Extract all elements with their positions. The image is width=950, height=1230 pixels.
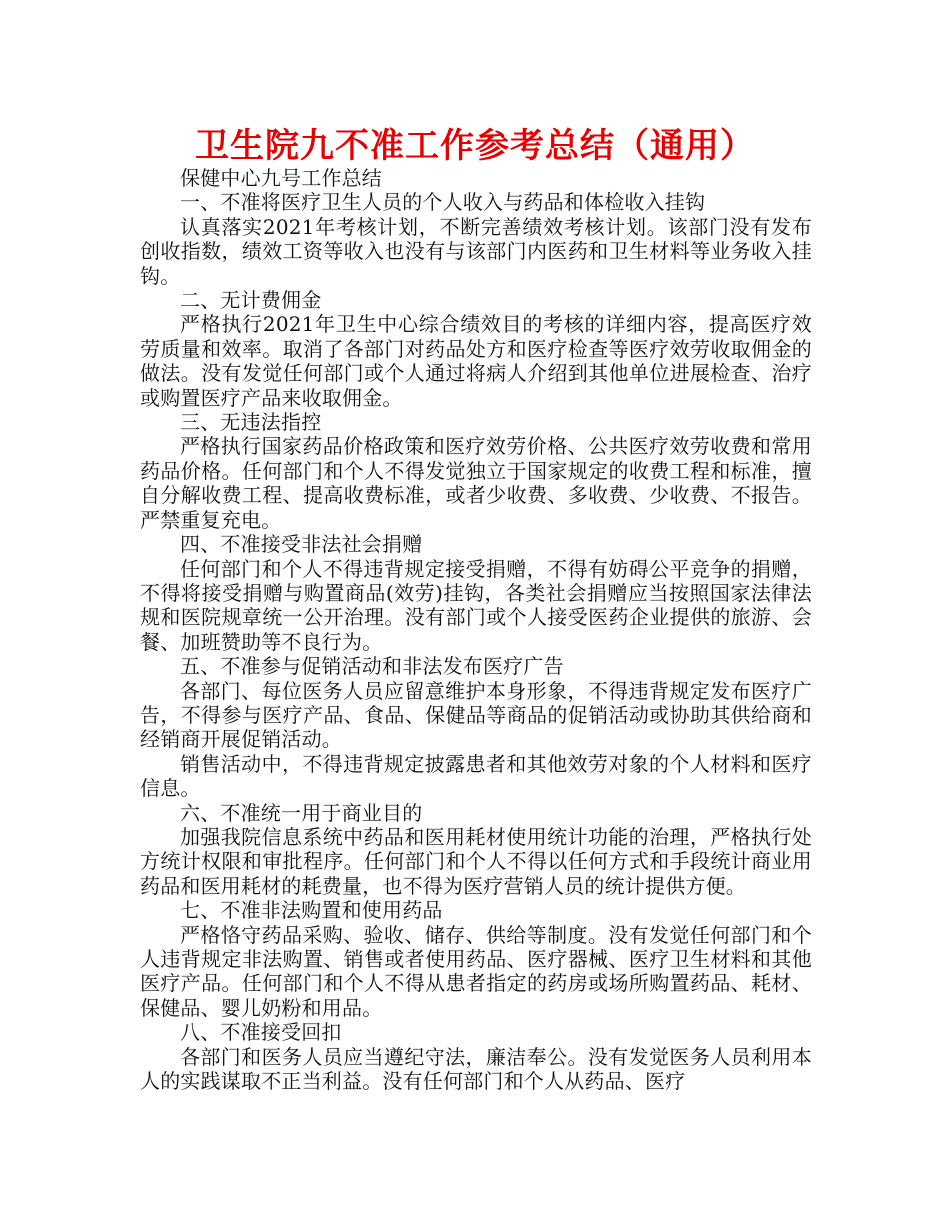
- section-paragraph-6: 加强我院信息系统中药品和医用耗材使用统计功能的治理，严格执行处方统计权限和审批程序。任何部门和个人不得以任何方式和手段统计商业用药品和医用耗材的耗费量，也不得为医疗营销人员的统计提供方便。: [140, 824, 812, 898]
- section-heading-6: 六、不准统一用于商业目的: [180, 800, 423, 825]
- document-body: [140, 166, 812, 1093]
- section-paragraph-8: 各部门和医务人员应当遵纪守法，廉洁奉公。没有发觉医务人员利用本人的实践谋取不正当利益。没有任何部门和个人从药品、医疗: [140, 1044, 812, 1094]
- section-paragraph-3: 严格执行国家药品价格政策和医疗效劳价格、公共医疗效劳收费和常用药品价格。任何部门和个人不得发觉独立于国家规定的收费工程和标准，擅自分解收费工程、提高收费标准，或者少收费、多收费、少收费、不报告。严禁重复充电。: [140, 434, 812, 532]
- section-paragraph-7: 严格恪守药品采购、验收、储存、供给等制度。没有发觉任何部门和个人违背规定非法购置、销售或者使用药品、医疗器械、医疗卫生材料和其他医疗产品。任何部门和个人不得从患者指定的药房或场所购置药品、耗材、保健品、婴儿奶粉和用品。: [140, 922, 812, 1020]
- section-paragraph-5a: 各部门、每位医务人员应留意维护本身形象，不得违背规定发布医疗广告，不得参与医疗产品、食品、保健品等商品的促销活动或协助其供给商和经销商开展促销活动。: [140, 678, 812, 752]
- section-heading-3: 三、无违法指控: [180, 410, 322, 435]
- document-title: 卫生院九不准工作参考总结（通用）: [195, 126, 755, 166]
- section-paragraph-1: 认真落实2021年考核计划，不断完善绩效考核计划。该部门没有发布创收指数，绩效工资等收入也没有与该部门内医药和卫生材料等业务收入挂钩。: [140, 214, 812, 288]
- section-heading-8: 八、不准接受回扣: [180, 1020, 342, 1045]
- section-heading-4: 四、不准接受非法社会捐赠: [180, 532, 423, 557]
- section-paragraph-4: 任何部门和个人不得违背规定接受捐赠，不得有妨碍公平竞争的捐赠，不得将接受捐赠与购置商品(效劳)挂钩，各类社会捐赠应当按照国家法律法规和医院规章统一公开治理。没有部门或个人接受医药企业提供的旅游、会餐、加班赞助等不良行为。: [140, 556, 812, 654]
- section-heading-1: 一、不准将医疗卫生人员的个人收入与药品和体检收入挂钩: [180, 190, 706, 215]
- section-heading-5: 五、不准参与促销活动和非法发布医疗广告: [180, 654, 564, 679]
- section-heading-2: 二、无计费佣金: [180, 288, 322, 313]
- section-subtitle: 保健中心九号工作总结: [180, 166, 382, 190]
- section-paragraph-5b: 销售活动中，不得违背规定披露患者和其他效劳对象的个人材料和医疗信息。: [140, 751, 812, 801]
- section-paragraph-2: 严格执行2021年卫生中心综合绩效目的考核的详细内容，提高医疗效劳质量和效率。取消了各部门对药品处方和医疗检查等医疗效劳收取佣金的做法。没有发觉任何部门或个人通过将病人介绍到其他单位进展检查、治疗或购置医疗产品来收取佣金。: [140, 312, 812, 410]
- section-heading-7: 七、不准非法购置和使用药品: [180, 898, 443, 923]
